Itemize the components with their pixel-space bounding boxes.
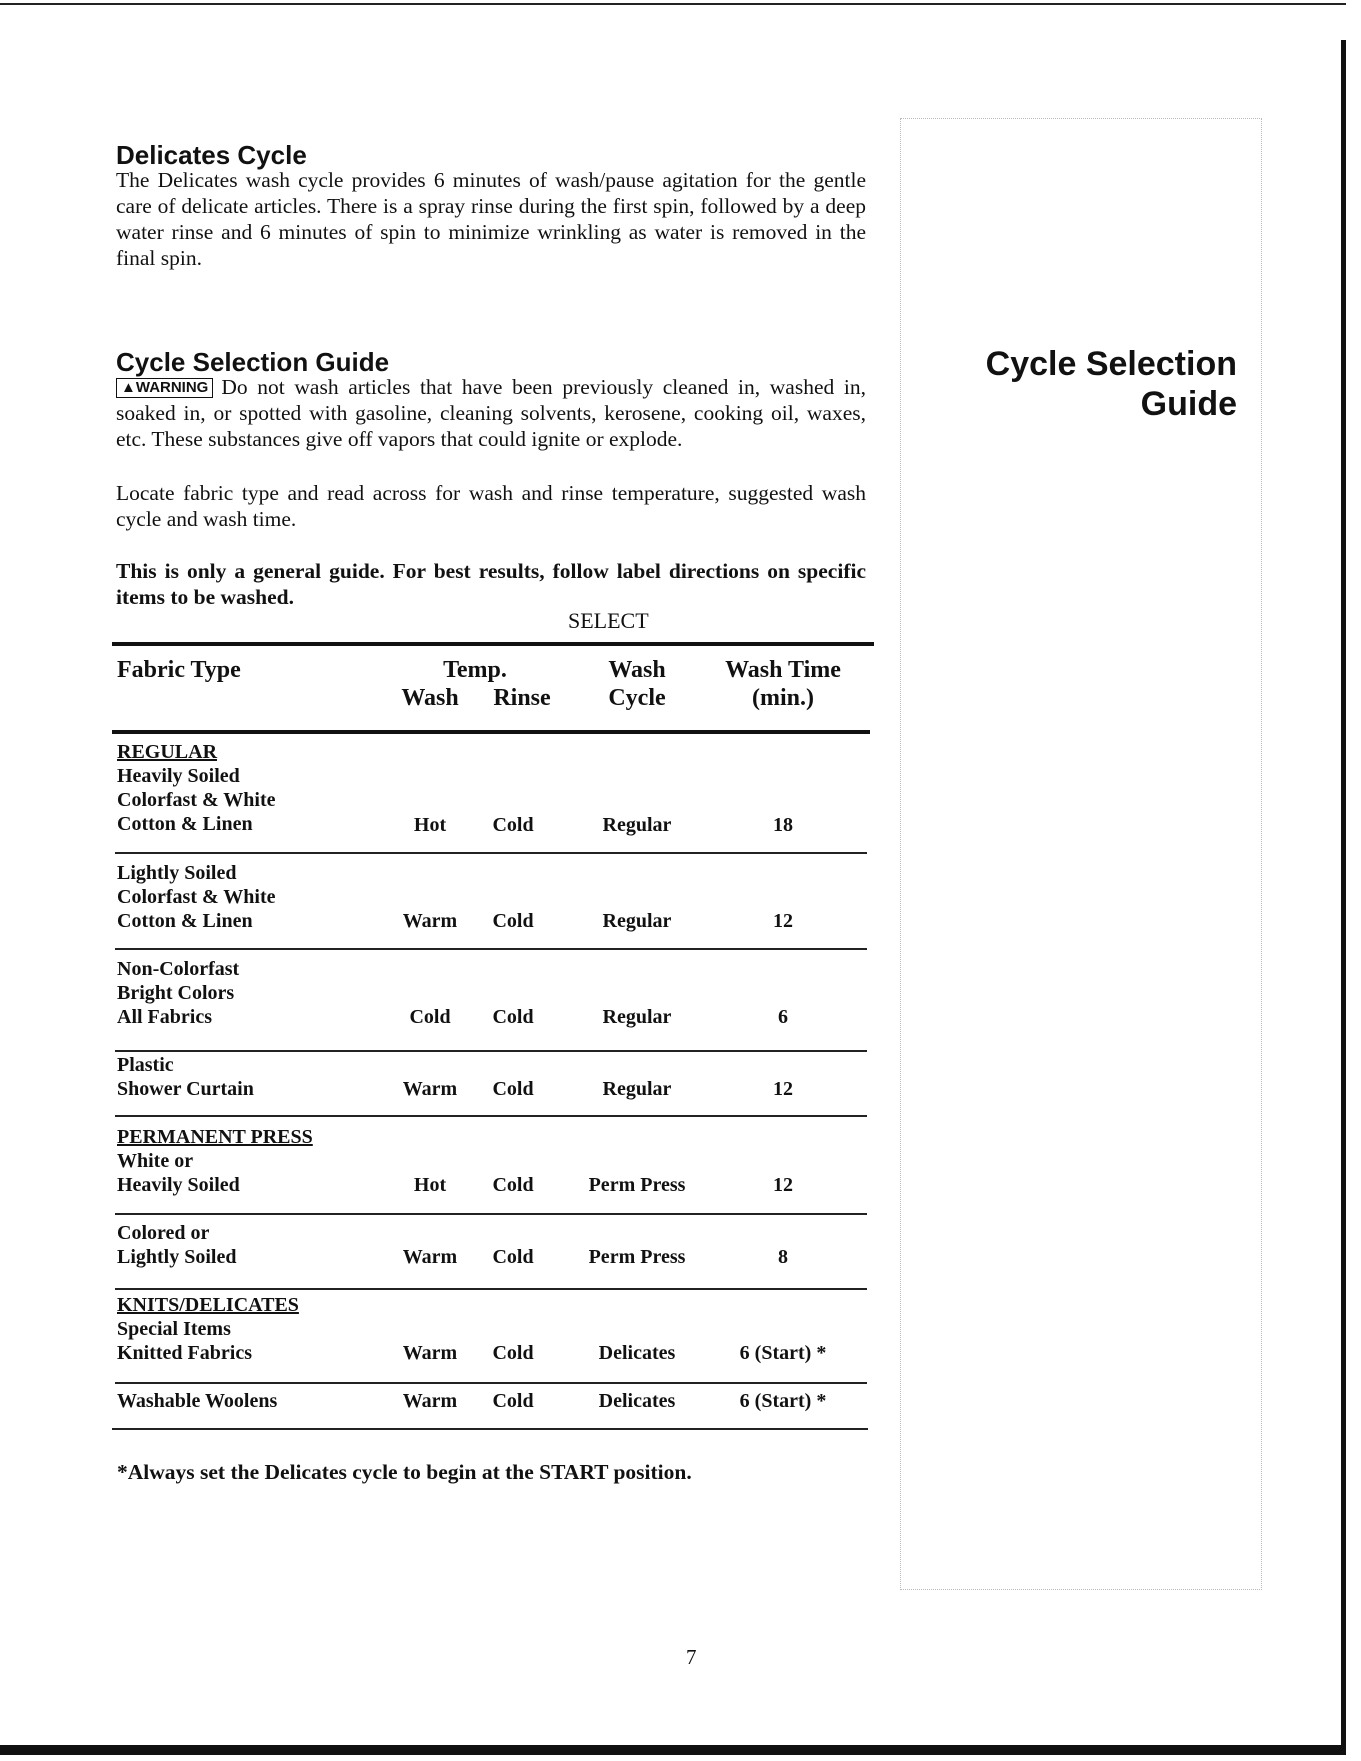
table-row-8-wash: Warm bbox=[402, 1390, 458, 1412]
section-label-regular: REGULAR bbox=[117, 741, 218, 763]
fabric-line: Colored or bbox=[117, 1222, 210, 1244]
fabric-line: Lightly Soiled bbox=[117, 862, 237, 884]
table-row-6-time: 8 bbox=[778, 1246, 788, 1268]
fabric-line: Cotton & Linen bbox=[117, 813, 253, 835]
table-row-3-wash: Cold bbox=[409, 1006, 451, 1028]
general-guide-text: This is only a general guide. For best results, follow label directions on specific items to be washed. bbox=[116, 559, 866, 609]
footnote: *Always set the Delicates cycle to begin at the START position. bbox=[117, 1460, 692, 1484]
table-row-7-cycle: Delicates bbox=[598, 1342, 676, 1364]
table-row-6-cycle: Perm Press bbox=[588, 1246, 686, 1268]
table-row-5-fabric bbox=[117, 1125, 377, 1197]
table-row-8-rinse: Cold bbox=[492, 1390, 534, 1412]
table-row-2-fabric bbox=[117, 861, 377, 933]
header-bottom-rule bbox=[112, 730, 870, 734]
header-wash-cycle-bottom: Cycle bbox=[608, 685, 666, 711]
table-row-5-time: 12 bbox=[773, 1174, 793, 1196]
header-wash-time-top: Wash Time bbox=[725, 657, 841, 683]
header-fabric-type: Fabric Type bbox=[117, 657, 241, 683]
header-temp: Temp. bbox=[443, 657, 507, 683]
table-row-7-wash: Warm bbox=[402, 1342, 458, 1364]
warning-paragraph bbox=[116, 374, 866, 452]
table-row-6-rinse: Cold bbox=[492, 1246, 534, 1268]
table-row-8-cycle: Delicates bbox=[598, 1390, 676, 1412]
table-row-5-cycle: Perm Press bbox=[588, 1174, 686, 1196]
fabric-line: Shower Curtain bbox=[117, 1078, 254, 1100]
guide-title: Cycle Selection Guide bbox=[116, 347, 390, 377]
row-divider bbox=[115, 948, 867, 950]
fabric-line: Colorfast & White bbox=[117, 886, 276, 908]
select-label: SELECT bbox=[568, 608, 649, 633]
fabric-line: Non-Colorfast bbox=[117, 958, 240, 980]
table-row-5-rinse: Cold bbox=[492, 1174, 534, 1196]
table-row-1-rinse: Cold bbox=[492, 814, 534, 836]
row-divider bbox=[115, 852, 867, 854]
table-row-5-wash: Hot bbox=[413, 1174, 447, 1196]
table-top-rule bbox=[112, 642, 874, 646]
table-row-4-rinse: Cold bbox=[492, 1078, 534, 1100]
table-bottom-rule bbox=[112, 1428, 868, 1430]
table-row-4-cycle: Regular bbox=[602, 1078, 672, 1100]
fabric-line: White or bbox=[117, 1150, 194, 1172]
table-row-3-fabric bbox=[117, 957, 377, 1029]
table-row-3-cycle: Regular bbox=[602, 1006, 672, 1028]
page-number: 7 bbox=[686, 1645, 697, 1669]
table-row-4-fabric bbox=[117, 1053, 377, 1101]
table-row-4-wash: Warm bbox=[402, 1078, 458, 1100]
fabric-line: Colorfast & White bbox=[117, 789, 276, 811]
row-divider bbox=[115, 1382, 867, 1384]
fabric-line: Cotton & Linen bbox=[117, 910, 253, 932]
warning-tag: ▲WARNING bbox=[116, 378, 213, 398]
header-wash-time-bottom: (min.) bbox=[752, 685, 814, 711]
fabric-line: Heavily Soiled bbox=[117, 765, 240, 787]
table-row-2-rinse: Cold bbox=[492, 910, 534, 932]
fabric-line: Lightly Soiled bbox=[117, 1246, 237, 1268]
fabric-line: Bright Colors bbox=[117, 982, 235, 1004]
table-row-1-time: 18 bbox=[773, 814, 793, 836]
sidebar-title-line-1: Cycle Selection bbox=[985, 345, 1237, 383]
top-rule bbox=[0, 3, 1346, 5]
row-divider bbox=[115, 1288, 867, 1290]
fabric-line: Special Items bbox=[117, 1318, 231, 1340]
header-wash-cycle-top: Wash bbox=[608, 657, 666, 683]
table-row-2-cycle: Regular bbox=[602, 910, 672, 932]
table-row-4-time: 12 bbox=[773, 1078, 793, 1100]
table-row-8-fabric bbox=[117, 1389, 377, 1413]
locate-text: Locate fabric type and read across for wash and rinse temperature, suggested wash cycle and wash time. bbox=[116, 481, 866, 531]
row-divider bbox=[115, 1115, 867, 1117]
table-row-1-cycle: Regular bbox=[602, 814, 672, 836]
fabric-line: Washable Woolens bbox=[117, 1390, 278, 1412]
table-row-3-rinse: Cold bbox=[492, 1006, 534, 1028]
fabric-line: All Fabrics bbox=[117, 1006, 212, 1028]
header-temp-rinse: Rinse bbox=[493, 685, 551, 711]
table-row-2-time: 12 bbox=[773, 910, 793, 932]
table-row-6-wash: Warm bbox=[402, 1246, 458, 1268]
warning-tag-label: WARNING bbox=[135, 379, 209, 396]
bottom-rule bbox=[0, 1745, 1346, 1755]
table-row-8-time: 6 (Start) * bbox=[739, 1390, 827, 1412]
table-row-7-time: 6 (Start) * bbox=[739, 1342, 827, 1364]
table-row-6-fabric bbox=[117, 1221, 377, 1269]
fabric-line: Plastic bbox=[117, 1054, 174, 1076]
row-divider bbox=[115, 1050, 867, 1052]
delicates-body: The Delicates wash cycle provides 6 minutes of wash/pause agitation for the gentle care of delicate articles. There is a spray rinse during the first spin, followed by a deep water rinse and 6 minutes of spin to minimize wrinkling as water is removed in the final spin. bbox=[116, 168, 866, 270]
header-temp-wash: Wash bbox=[401, 685, 459, 711]
sidebar-title-line-2: Guide bbox=[1140, 385, 1237, 423]
table-row-2-wash: Warm bbox=[402, 910, 458, 932]
sidebar-title bbox=[986, 344, 1237, 424]
sidebar-frame bbox=[900, 118, 1262, 1590]
right-edge-rule bbox=[1341, 40, 1346, 1755]
fabric-line: Knitted Fabrics bbox=[117, 1342, 252, 1364]
table-row-1-fabric bbox=[117, 740, 377, 836]
warning-text: Do not wash articles that have been previously cleaned in, washed in, soaked in, or spotted with gasoline, cleaning solvents, kerosene, cooking oil, waxes, etc. These substances give off vapors that could ignite or explode. bbox=[116, 375, 866, 451]
delicates-title: Delicates Cycle bbox=[116, 140, 307, 170]
fabric-line: Heavily Soiled bbox=[117, 1174, 240, 1196]
section-label-permanent-press: PERMANENT PRESS bbox=[117, 1126, 313, 1148]
row-divider bbox=[115, 1213, 867, 1215]
section-label-knits-delicates: KNITS/DELICATES bbox=[117, 1294, 299, 1316]
table-row-7-fabric bbox=[117, 1293, 377, 1365]
table-row-3-time: 6 bbox=[778, 1006, 788, 1028]
table-row-7-rinse: Cold bbox=[492, 1342, 534, 1364]
table-row-1-wash: Hot bbox=[413, 814, 447, 836]
